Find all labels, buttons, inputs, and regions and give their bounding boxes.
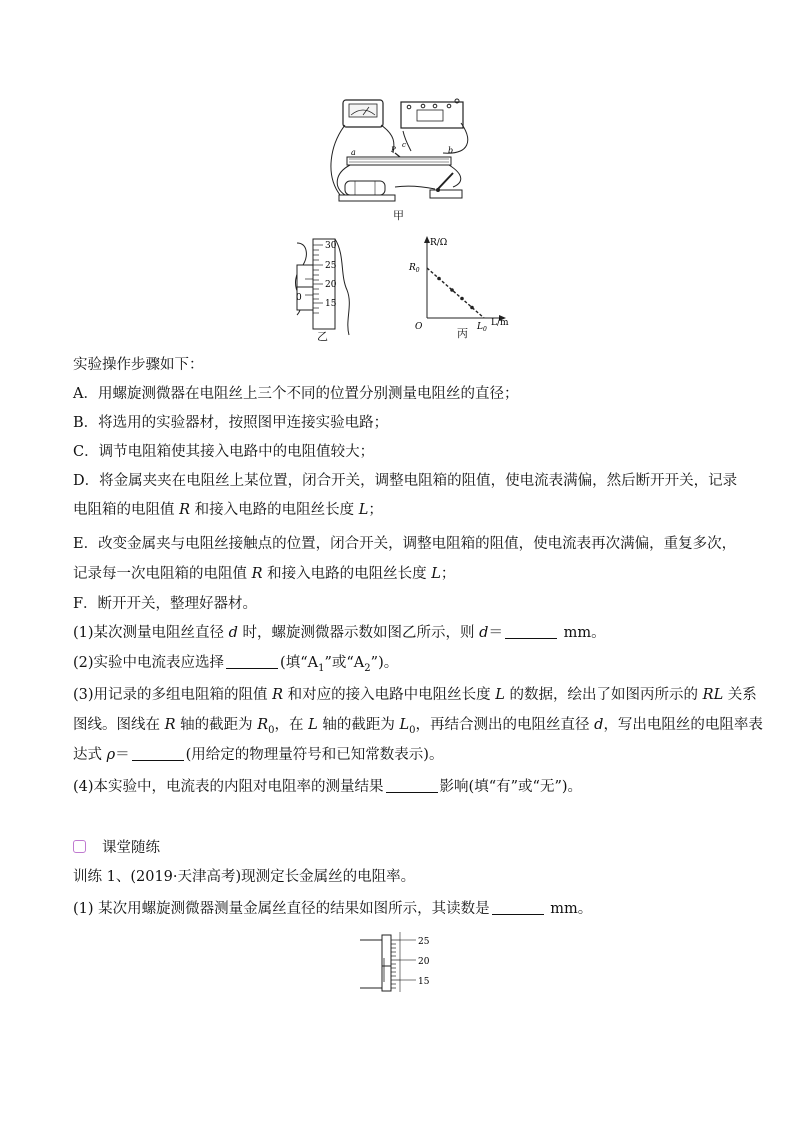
training-1: 训练 1、(2019·天津高考)现测定长金属丝的电阻率。 xyxy=(73,869,416,885)
question-3-line1: (3)用记录的多组电阻箱的阻值 R 和对应的接入电路中电阻丝长度 L 的数据，绘出了如图丙所示的 RL 关系 xyxy=(73,687,757,703)
step-e-line2: 记录每一次电阻箱的电阻值 R 和接入电路的电阻丝长度 L； xyxy=(73,566,456,582)
step-d-line2: 电阻箱的电阻值 R 和接入电路的电阻丝长度 L； xyxy=(73,502,383,518)
graph-l0: $L_0$ xyxy=(477,322,487,333)
circuit-figure xyxy=(325,95,475,220)
step-e-line1: E．改变金属夹与电阻丝接触点的位置，闭合开关，调整电阻箱的阻值，使电流表再次满偏，重复多次， xyxy=(73,536,737,552)
training-1-question-1: (1) 某次用螺旋测微器测量金属丝直径的结果如图所示，其读数是 mm。 xyxy=(73,901,593,917)
graph-xlabel: L/m xyxy=(491,318,509,328)
graph-r0: $R_0$ xyxy=(409,263,420,274)
mic-20: 20 xyxy=(325,280,337,290)
step-f: F．断开开关，整理好器材。 xyxy=(73,596,258,612)
label-b: b xyxy=(448,146,454,155)
micrometer-caption: 乙 xyxy=(317,330,328,343)
question-3-line3: 达式 ρ＝ (用给定的物理量符号和已知常数表示)。 xyxy=(73,747,444,763)
answer-blank-4[interactable] xyxy=(386,778,438,793)
mic-30: 30 xyxy=(325,241,337,251)
question-4: (4)本实验中，电流表的内阻对电阻率的测量结果 影响(填“有”或“无”)。 xyxy=(73,779,583,795)
micrometer2-figure xyxy=(360,930,445,995)
answer-blank-3[interactable] xyxy=(132,746,184,761)
step-b: B．将选用的实验器材，按照图甲连接实验电路； xyxy=(73,415,389,431)
graph-origin: O xyxy=(415,322,423,332)
mic-15: 15 xyxy=(325,299,337,309)
question-1: (1)某次测量电阻丝直径 d 时，螺旋测微器示数如图乙所示，则 d＝ mm。 xyxy=(73,625,606,641)
micrometer-figure xyxy=(285,235,380,343)
label-c: c xyxy=(402,141,406,149)
question-2: (2)实验中电流表应选择 (填“$A_1$”或“$A_2$”)。 xyxy=(73,655,399,674)
circuit-caption: 甲 xyxy=(393,209,404,222)
mic2-25: 25 xyxy=(418,937,430,947)
mic-25: 25 xyxy=(325,261,337,271)
graph-caption: 丙 xyxy=(457,327,468,340)
section-icon xyxy=(73,840,86,853)
answer-blank-1[interactable] xyxy=(505,624,557,639)
graph-figure xyxy=(402,232,532,342)
question-3-line2: 图线。图线在 R 轴的截距为 $R_0$，在 L 轴的截距为 $L_0$，再结合测出的电阻丝直径 d，写出电阻丝的电阻率表 xyxy=(73,717,763,736)
step-d-line1: D．将金属夹夹在电阻丝上某位置，闭合开关，调整电阻箱的阻值，使电流表满偏，然后断开开关，记录 xyxy=(73,473,738,489)
section-heading: 课堂随练 xyxy=(73,836,160,857)
label-a: a xyxy=(351,148,356,157)
mic-zero: 0 xyxy=(296,293,302,303)
step-c: C．调节电阻箱使其接入电路中的电阻值较大； xyxy=(73,444,375,460)
label-p: P xyxy=(391,146,396,154)
answer-blank-2[interactable] xyxy=(226,654,278,669)
mic2-15: 15 xyxy=(418,977,430,987)
answer-blank-5[interactable] xyxy=(492,900,544,915)
step-a: A．用螺旋测微器在电阻丝上三个不同的位置分别测量电阻丝的直径； xyxy=(73,386,519,402)
steps-title: 实验操作步骤如下： xyxy=(73,357,204,373)
graph-ylabel: R/Ω xyxy=(430,238,448,248)
mic2-20: 20 xyxy=(418,957,430,967)
